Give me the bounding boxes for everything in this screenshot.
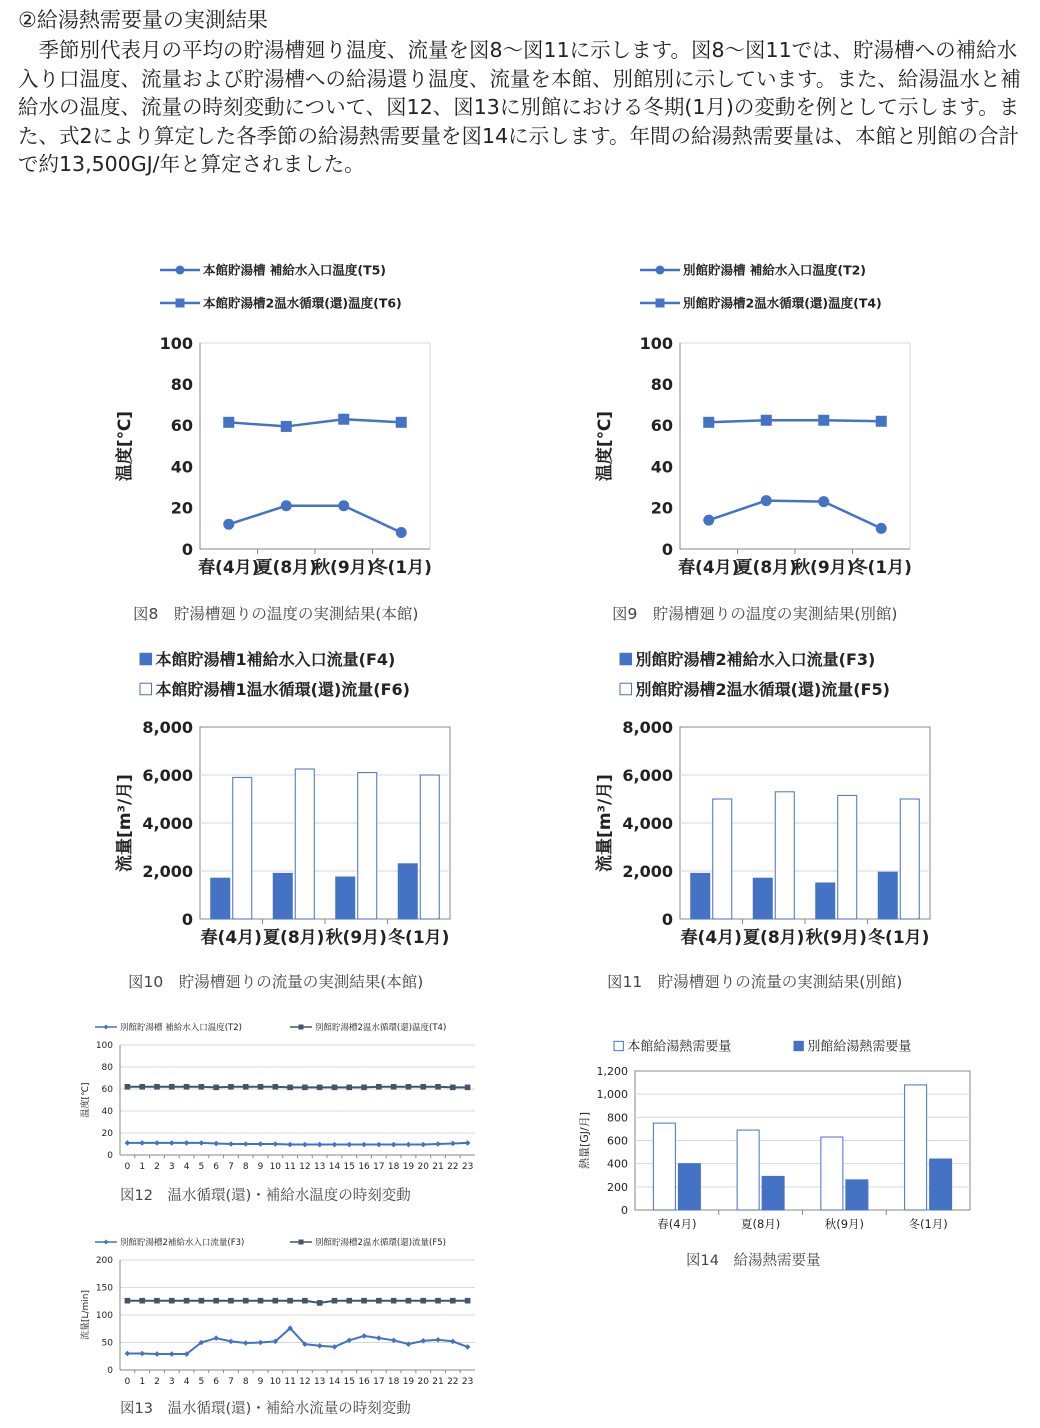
fig10-bar-s0-1	[273, 873, 292, 919]
fig13-xtick-label-6: 6	[213, 1377, 220, 1387]
fig12-point-s0-15	[346, 1142, 352, 1148]
fig12-point-s1-19	[406, 1084, 412, 1090]
fig13-point-s1-20	[420, 1298, 426, 1304]
fig11-ytick-label-1: 2,000	[622, 861, 673, 881]
fig14-ytick-label-2: 400	[607, 1157, 628, 1171]
fig10-xtick-label-2: 秋(9月)	[325, 928, 387, 948]
fig8-ytick-label-0: 0	[181, 539, 193, 559]
fig12-point-s1-9	[258, 1084, 264, 1090]
fig13-xtick-label-15: 15	[343, 1377, 355, 1387]
fig12-xtick-label-20: 20	[417, 1162, 429, 1172]
fig13-xtick-label-3: 3	[168, 1377, 175, 1387]
fig10-legend-label-0: 本館貯湯槽1補給水入口流量(F4)	[155, 649, 396, 669]
fig12-xtick-label-5: 5	[198, 1162, 205, 1172]
fig12-legend-marker-1	[299, 1025, 304, 1030]
fig13-point-s0-3	[169, 1351, 175, 1357]
fig13-point-s0-17	[376, 1335, 382, 1341]
fig8-legend-label-0: 本館貯湯槽 補給水入口温度(T5)	[203, 262, 387, 278]
fig12-point-s1-23	[465, 1085, 471, 1091]
fig13-point-s0-2	[154, 1351, 160, 1357]
fig13-series-line-1	[127, 1301, 467, 1303]
fig12-point-s1-21	[435, 1084, 441, 1090]
fig10-bar-s1-0	[233, 777, 252, 919]
fig12-ytick-label-4: 80	[101, 1063, 113, 1074]
fig12-point-s0-0	[125, 1140, 131, 1146]
fig8-xtick-label-2: 秋(9月)	[313, 558, 375, 578]
fig8-series-line-0	[229, 506, 402, 533]
fig12-xtick-label-12: 12	[299, 1162, 311, 1172]
fig12-point-s1-5	[199, 1084, 205, 1090]
fig10-legend-swatch-1	[140, 683, 152, 695]
fig10-ytick-label-0: 0	[181, 909, 193, 929]
fig14-bar-s0-0	[653, 1123, 675, 1210]
fig11-bar-s0-0	[691, 873, 710, 919]
fig12-xtick-label-19: 19	[402, 1162, 415, 1172]
fig12-point-s0-1	[139, 1140, 145, 1146]
fig8-ytick-label-4: 80	[170, 374, 193, 394]
fig12-point-s0-17	[376, 1142, 382, 1148]
fig9-point-s1-1	[761, 415, 772, 426]
fig14-bar-s0-2	[821, 1137, 843, 1210]
fig14-legend-swatch-0	[614, 1041, 623, 1050]
fig13-ytick-label-4: 200	[95, 1256, 113, 1267]
fig12-point-s0-16	[361, 1142, 367, 1148]
fig8-xtick-label-1: 夏(8月)	[255, 558, 317, 578]
fig11-bar-s0-1	[753, 878, 772, 919]
fig11-bar-s1-0	[713, 799, 732, 919]
fig13-point-s1-5	[199, 1298, 205, 1304]
fig8-point-s1-3	[396, 417, 407, 428]
fig10-xtick-label-0: 春(4月)	[200, 928, 262, 948]
fig8-point-s0-0	[223, 519, 234, 530]
fig12-point-s1-2	[154, 1084, 160, 1090]
fig10-bar-s1-1	[295, 769, 314, 919]
fig9-caption: 図9 貯湯槽廻りの温度の実測結果(別館)	[612, 605, 898, 623]
fig8-legend-marker-0	[176, 266, 185, 275]
fig9-legend-label-1: 別館貯湯槽2温水循環(還)温度(T4)	[683, 295, 882, 311]
fig14-ytick-label-4: 800	[607, 1111, 628, 1125]
fig9-point-s1-3	[876, 416, 887, 427]
fig10-ytick-label-4: 8,000	[142, 717, 193, 737]
fig10-bar-s1-2	[358, 773, 377, 919]
fig9-point-s1-0	[703, 417, 714, 428]
fig13-point-s0-9	[258, 1340, 264, 1346]
fig9-legend-marker-0	[656, 266, 665, 275]
fig9-point-s1-2	[818, 415, 829, 426]
fig10-bar-s0-0	[211, 878, 230, 919]
fig10-xtick-label-3: 冬(1月)	[388, 928, 450, 948]
fig9-y-axis-title: 温度[℃]	[595, 410, 615, 482]
fig11-legend-swatch-0	[620, 653, 632, 665]
fig12-xtick-label-21: 21	[432, 1162, 444, 1172]
fig8-point-s1-1	[281, 421, 292, 432]
section-paragraph: 季節別代表月の平均の貯湯槽廻り温度、流量を図8～図11に示します。図8～図11では、貯湯槽への補給水入り口温度、流量および貯湯槽への給湯還り温度、流量を本館、別館別に示しています。また、給湯温水と補給水の温度、流量の時刻変動について、図12、図13に別館における冬期(1月)の変動を例として示します。また、式2により算定した各季節の給湯熱需要量を図14に示します。年間の給湯熱需要量は、本館と別館の合計で約13,500GJ/年と算定されました。	[18, 38, 1021, 176]
fig13-point-s1-15	[346, 1298, 352, 1304]
fig13-xtick-label-13: 13	[313, 1377, 326, 1387]
fig12-point-s1-18	[391, 1084, 397, 1090]
fig12-ytick-label-5: 100	[95, 1041, 113, 1052]
fig13-xtick-label-17: 17	[373, 1377, 385, 1387]
fig12-xtick-label-14: 14	[328, 1162, 341, 1172]
fig14-xtick-label-0: 春(4月)	[657, 1217, 697, 1231]
fig10-legend-swatch-0	[140, 653, 152, 665]
fig13-xtick-label-16: 16	[358, 1377, 370, 1387]
fig8-y-axis-title: 温度[℃]	[115, 410, 135, 482]
fig8-caption: 図8 貯湯槽廻りの温度の実測結果(本館)	[133, 605, 419, 623]
fig13-ytick-label-2: 100	[95, 1311, 113, 1322]
fig13-xtick-label-18: 18	[387, 1377, 400, 1387]
fig12-xtick-label-1: 1	[139, 1162, 146, 1172]
fig14-bar-s1-1	[762, 1176, 784, 1210]
fig12-point-s0-2	[154, 1140, 160, 1146]
fig13-point-s1-7	[228, 1298, 234, 1304]
fig13-xtick-label-10: 10	[269, 1377, 282, 1387]
fig12-point-s0-14	[332, 1142, 338, 1148]
fig12-point-s1-10	[273, 1084, 279, 1090]
fig12-point-s0-10	[273, 1141, 279, 1147]
fig12-legend-label-1: 別館貯湯槽2温水循環(還)温度(T4)	[315, 1023, 447, 1034]
fig12-point-s0-8	[243, 1141, 249, 1147]
fig13-point-s1-3	[169, 1298, 175, 1304]
fig12-point-s0-9	[258, 1141, 264, 1147]
fig9-legend-label-0: 別館貯湯槽 補給水入口温度(T2)	[683, 262, 867, 278]
fig13-point-s1-2	[154, 1298, 160, 1304]
fig13-point-s1-13	[317, 1300, 323, 1306]
fig12-legend-label-0: 別館貯湯槽 補給水入口温度(T2)	[120, 1023, 242, 1034]
fig14-chart	[570, 1032, 980, 1242]
fig13-xtick-label-2: 2	[154, 1377, 160, 1387]
fig12-point-s1-3	[169, 1084, 175, 1090]
fig8-ytick-label-5: 100	[159, 333, 193, 353]
fig9-point-s0-1	[761, 495, 772, 506]
fig13-point-s0-16	[361, 1333, 367, 1339]
fig13-point-s1-9	[258, 1298, 264, 1304]
fig12-point-s1-11	[287, 1085, 293, 1091]
fig12-xtick-label-2: 2	[154, 1162, 160, 1172]
fig9-series-line-1	[709, 420, 882, 422]
fig11-bar-s1-2	[838, 795, 857, 919]
fig13-ytick-label-3: 150	[95, 1283, 113, 1294]
fig12-xtick-label-11: 11	[284, 1162, 296, 1172]
fig14-legend-label-0: 本館給湯熱需要量	[627, 1039, 732, 1055]
fig13-point-s0-1	[139, 1351, 145, 1357]
fig12-point-s1-4	[184, 1084, 190, 1090]
fig10-xtick-label-1: 夏(8月)	[263, 928, 325, 948]
fig10-caption: 図10 貯湯槽廻りの流量の実測結果(本館)	[128, 973, 424, 991]
fig12-series-line-1	[127, 1087, 467, 1088]
fig9-point-s0-2	[818, 496, 829, 507]
fig8-ytick-label-2: 40	[170, 457, 193, 477]
fig9-chart	[580, 255, 940, 595]
fig12-xtick-label-7: 7	[228, 1162, 234, 1172]
fig9-ytick-label-5: 100	[639, 333, 673, 353]
fig12-xtick-label-23: 23	[461, 1162, 474, 1172]
fig12-point-s0-3	[169, 1140, 175, 1146]
fig12-point-s1-6	[213, 1085, 219, 1091]
fig8-point-s0-2	[338, 500, 349, 511]
fig12-xtick-label-3: 3	[168, 1162, 175, 1172]
fig8-xtick-label-0: 春(4月)	[198, 558, 260, 578]
fig14-ytick-label-3: 600	[607, 1134, 628, 1148]
fig14-ytick-label-6: 1,200	[596, 1064, 628, 1078]
fig13-point-s1-16	[361, 1298, 367, 1304]
fig11-xtick-label-3: 冬(1月)	[868, 928, 930, 948]
fig12-point-s0-18	[391, 1142, 397, 1148]
fig9-xtick-label-0: 春(4月)	[678, 558, 740, 578]
fig12-xtick-label-16: 16	[358, 1162, 370, 1172]
fig13-point-s0-6	[213, 1335, 219, 1341]
fig11-xtick-label-1: 夏(8月)	[743, 928, 805, 948]
fig13-point-s1-23	[465, 1298, 471, 1304]
fig10-bar-s1-3	[420, 775, 439, 919]
fig10-bar-s0-3	[398, 864, 417, 919]
fig13-point-s0-22	[450, 1339, 456, 1345]
fig13-legend-label-0: 別館貯湯槽2補給水入口流量(F3)	[120, 1238, 245, 1249]
fig10-ytick-label-1: 2,000	[142, 861, 193, 881]
fig8-point-s0-3	[396, 527, 407, 538]
fig11-ytick-label-4: 8,000	[622, 717, 673, 737]
fig13-point-s1-4	[184, 1298, 190, 1304]
fig12-xtick-label-8: 8	[242, 1162, 249, 1172]
fig12-point-s0-11	[287, 1142, 293, 1148]
fig12-point-s1-16	[361, 1085, 367, 1091]
fig14-xtick-label-1: 夏(8月)	[740, 1217, 781, 1231]
fig12-point-s1-15	[346, 1085, 352, 1091]
fig13-point-s1-21	[435, 1298, 441, 1304]
fig9-xtick-label-1: 夏(8月)	[735, 558, 797, 578]
fig13-point-s1-11	[287, 1298, 293, 1304]
fig12-point-s1-20	[420, 1084, 426, 1090]
fig9-xtick-label-3: 冬(1月)	[850, 558, 912, 578]
fig8-xtick-label-3: 冬(1月)	[370, 558, 432, 578]
fig13-point-s1-8	[243, 1298, 249, 1304]
fig14-ytick-label-1: 200	[607, 1180, 628, 1194]
fig13-point-s0-8	[243, 1340, 249, 1346]
fig12-point-s1-8	[243, 1084, 249, 1090]
fig9-series-line-0	[709, 501, 882, 529]
fig12-ytick-label-2: 40	[101, 1107, 113, 1118]
fig13-legend-marker-0	[104, 1240, 109, 1245]
fig12-point-s0-23	[465, 1140, 471, 1146]
fig14-bar-s0-1	[737, 1130, 759, 1210]
fig12-series-line-0	[127, 1143, 467, 1145]
fig12-ytick-label-0: 0	[107, 1151, 113, 1162]
fig12-point-s0-21	[435, 1141, 441, 1147]
fig8-series-line-1	[229, 419, 402, 426]
fig8-ytick-label-1: 20	[170, 498, 193, 518]
fig12-xtick-label-15: 15	[343, 1162, 355, 1172]
fig8-plot-frame	[200, 343, 430, 549]
fig12-chart	[75, 1015, 485, 1180]
fig13-y-axis-title: 流量[L/min]	[81, 1289, 91, 1341]
fig13-point-s1-0	[125, 1298, 131, 1304]
fig8-point-s1-0	[223, 417, 234, 428]
fig13-point-s1-17	[376, 1298, 382, 1304]
fig12-point-s0-12	[302, 1142, 308, 1148]
fig14-xtick-label-3: 冬(1月)	[908, 1217, 948, 1231]
fig11-bar-s0-2	[816, 883, 835, 919]
fig11-bar-s1-3	[900, 799, 919, 919]
fig12-point-s0-4	[184, 1140, 190, 1146]
fig13-legend-label-1: 別館貯湯槽2温水循環(還)流量(F5)	[315, 1238, 446, 1249]
fig13-xtick-label-22: 22	[447, 1377, 459, 1387]
fig9-ytick-label-3: 60	[650, 416, 673, 436]
fig12-point-s0-19	[406, 1142, 412, 1148]
fig12-xtick-label-22: 22	[447, 1162, 459, 1172]
fig12-ytick-label-3: 60	[101, 1085, 113, 1096]
fig8-point-s0-1	[281, 500, 292, 511]
fig13-point-s1-10	[273, 1298, 279, 1304]
fig12-point-s0-22	[450, 1141, 456, 1147]
fig12-point-s1-7	[228, 1084, 234, 1090]
fig12-point-s1-12	[302, 1085, 308, 1091]
fig13-ytick-label-0: 0	[107, 1366, 113, 1377]
fig9-ytick-label-0: 0	[661, 539, 673, 559]
fig13-xtick-label-23: 23	[461, 1377, 474, 1387]
fig10-chart	[100, 640, 460, 960]
fig14-bar-s1-2	[846, 1180, 868, 1210]
fig12-xtick-label-13: 13	[313, 1162, 326, 1172]
fig11-ytick-label-2: 4,000	[622, 813, 673, 833]
fig11-xtick-label-2: 秋(9月)	[805, 928, 867, 948]
fig12-point-s1-14	[332, 1085, 338, 1091]
fig11-ytick-label-3: 6,000	[622, 765, 673, 785]
fig13-point-s1-14	[332, 1298, 338, 1304]
fig13-legend-marker-1	[299, 1240, 304, 1245]
fig14-ytick-label-0: 0	[621, 1203, 628, 1217]
fig14-bar-s1-3	[930, 1159, 952, 1210]
fig11-legend-label-0: 別館貯湯槽2補給水入口流量(F3)	[635, 649, 876, 669]
fig14-bar-s0-3	[905, 1085, 927, 1210]
fig12-legend-marker-0	[104, 1025, 109, 1030]
fig13-point-s1-1	[139, 1298, 145, 1304]
fig12-xtick-label-9: 9	[257, 1162, 264, 1172]
fig8-point-s1-2	[338, 414, 349, 425]
fig10-ytick-label-3: 6,000	[142, 765, 193, 785]
fig12-point-s1-22	[450, 1085, 456, 1091]
fig12-xtick-label-18: 18	[387, 1162, 400, 1172]
fig11-ytick-label-0: 0	[661, 909, 673, 929]
fig13-ytick-label-1: 50	[101, 1338, 113, 1349]
fig9-ytick-label-2: 40	[650, 457, 673, 477]
fig13-xtick-label-8: 8	[242, 1377, 249, 1387]
fig11-y-axis-title: 流量[m³/月]	[595, 774, 615, 872]
fig12-xtick-label-0: 0	[124, 1162, 131, 1172]
fig9-ytick-label-1: 20	[650, 498, 673, 518]
fig14-legend-swatch-1	[794, 1041, 803, 1050]
fig11-xtick-label-0: 春(4月)	[680, 928, 742, 948]
fig13-series-line-0	[127, 1328, 467, 1354]
fig14-bar-s1-0	[678, 1164, 700, 1210]
fig9-point-s0-3	[876, 523, 887, 534]
fig12-point-s1-1	[139, 1084, 145, 1090]
fig13-caption: 図13 温水循環(還)・補給水流量の時刻変動	[120, 1401, 411, 1417]
fig12-point-s1-13	[317, 1085, 323, 1091]
fig13-point-s0-7	[228, 1339, 234, 1345]
fig13-chart	[75, 1230, 485, 1395]
fig13-point-s0-13	[317, 1343, 323, 1349]
fig12-xtick-label-10: 10	[269, 1162, 282, 1172]
fig11-legend-label-1: 別館貯湯槽2温水循環(還)流量(F5)	[635, 679, 890, 699]
fig11-chart	[580, 640, 940, 960]
fig14-caption: 図14 給湯熱需要量	[686, 1253, 821, 1269]
fig10-bar-s0-2	[336, 877, 355, 919]
fig9-xtick-label-2: 秋(9月)	[793, 558, 855, 578]
fig13-point-s1-19	[406, 1298, 412, 1304]
fig13-point-s1-12	[302, 1298, 308, 1304]
fig9-point-s0-0	[703, 515, 714, 526]
section-heading: ②給湯熱需要量の実測結果	[18, 8, 268, 32]
fig13-point-s0-0	[125, 1351, 131, 1357]
fig13-xtick-label-11: 11	[284, 1377, 296, 1387]
fig12-point-s1-0	[125, 1084, 131, 1090]
fig13-point-s0-21	[435, 1337, 441, 1343]
fig13-xtick-label-7: 7	[228, 1377, 234, 1387]
fig13-xtick-label-5: 5	[198, 1377, 205, 1387]
fig8-ytick-label-3: 60	[170, 416, 193, 436]
fig13-point-s1-22	[450, 1298, 456, 1304]
fig11-caption: 図11 貯湯槽廻りの流量の実測結果(別館)	[607, 973, 903, 991]
fig12-y-axis-title: 温度[℃]	[81, 1082, 91, 1118]
fig11-bar-s0-3	[878, 872, 897, 919]
fig13-xtick-label-20: 20	[417, 1377, 429, 1387]
fig13-point-s1-18	[391, 1298, 397, 1304]
fig14-legend-label-1: 別館給湯熱需要量	[807, 1039, 912, 1055]
fig9-legend-marker-1	[656, 299, 665, 308]
fig12-point-s0-7	[228, 1141, 234, 1147]
fig13-xtick-label-14: 14	[328, 1377, 341, 1387]
fig12-point-s0-6	[213, 1141, 219, 1147]
fig11-legend-swatch-1	[620, 683, 632, 695]
fig12-point-s1-17	[376, 1084, 382, 1090]
fig14-xtick-label-2: 秋(9月)	[824, 1217, 865, 1231]
fig13-xtick-label-9: 9	[257, 1377, 264, 1387]
fig14-ytick-label-5: 1,000	[596, 1088, 628, 1102]
fig10-y-axis-title: 流量[m³/月]	[115, 774, 135, 872]
fig12-point-s0-20	[420, 1142, 426, 1148]
fig13-xtick-label-1: 1	[139, 1377, 146, 1387]
fig9-ytick-label-4: 80	[650, 374, 673, 394]
fig8-legend-marker-1	[176, 299, 185, 308]
fig13-point-s1-6	[213, 1298, 219, 1304]
fig12-caption: 図12 温水循環(還)・補給水温度の時刻変動	[120, 1188, 411, 1204]
fig10-legend-label-1: 本館貯湯槽1温水循環(還)流量(F6)	[155, 679, 410, 699]
fig13-xtick-label-12: 12	[299, 1377, 311, 1387]
fig12-point-s0-5	[199, 1140, 205, 1146]
fig12-point-s0-13	[317, 1142, 323, 1148]
fig14-y-axis-title: 熱量[GJ/月]	[578, 1111, 591, 1170]
fig11-bar-s1-1	[775, 792, 794, 919]
fig10-ytick-label-2: 4,000	[142, 813, 193, 833]
fig13-xtick-label-19: 19	[402, 1377, 415, 1387]
fig13-point-s0-23	[465, 1344, 471, 1350]
fig8-legend-label-1: 本館貯湯槽2温水循環(還)温度(T6)	[203, 295, 402, 311]
fig12-ytick-label-1: 20	[101, 1129, 113, 1140]
fig13-xtick-label-4: 4	[183, 1377, 190, 1387]
fig13-xtick-label-0: 0	[124, 1377, 131, 1387]
fig13-xtick-label-21: 21	[432, 1377, 444, 1387]
fig12-xtick-label-17: 17	[373, 1162, 385, 1172]
fig12-xtick-label-4: 4	[183, 1162, 190, 1172]
fig8-chart	[100, 255, 460, 595]
fig12-xtick-label-6: 6	[213, 1162, 220, 1172]
